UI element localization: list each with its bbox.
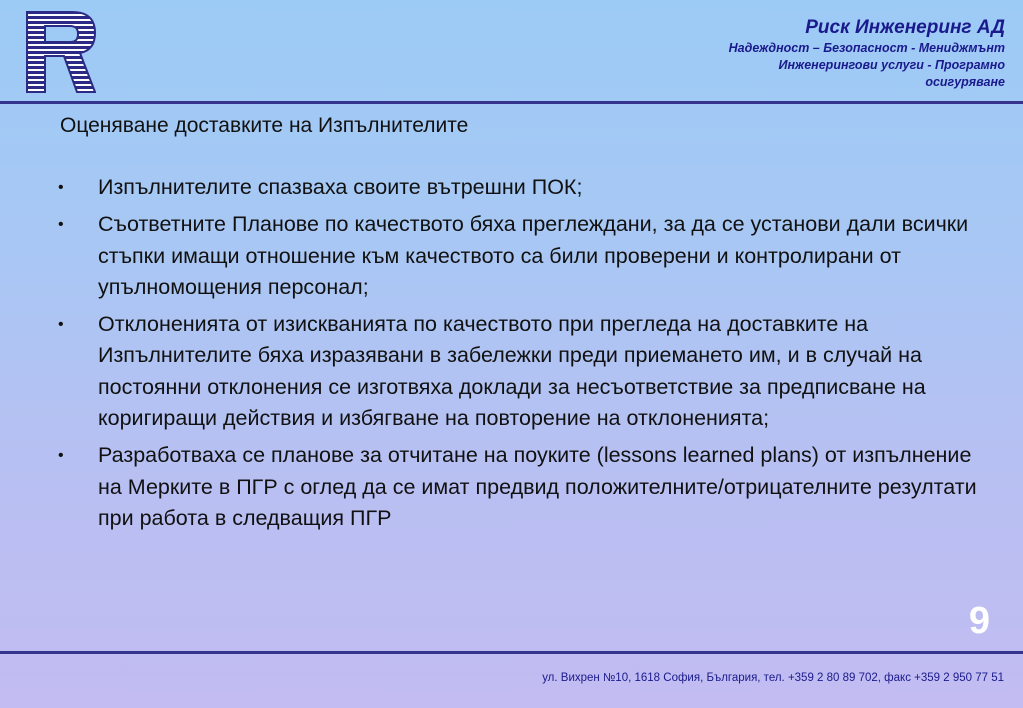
bullet-text: Съответните Планове по качеството бяха преглеждани, за да се установи дали всички стъпки имащи отношение към качеството са били проверени и контролирани от упълномощения персонал;: [98, 212, 969, 299]
bullet-text: Изпълнителите спазваха своите вътрешни ПОК;: [98, 175, 583, 199]
company-header: [729, 16, 1005, 91]
footer-divider: [0, 651, 1023, 654]
company-tagline-line-1: Надеждност – Безопасност - Мениджмънт: [728, 41, 1005, 55]
bullet-list: [58, 172, 978, 540]
slide-title: Оценяване доставките на Изпълнителите: [60, 114, 469, 137]
company-name: Риск Инженеринг АД: [805, 17, 1005, 38]
bullet-dot-icon: •: [58, 216, 64, 234]
bullet-dot-icon: •: [58, 179, 64, 196]
bullet-item: [58, 309, 978, 434]
risk-engineering-logo-icon: [26, 11, 96, 93]
page-number: 9: [968, 600, 990, 642]
footer-address: ул. Вихрен №10, 1618 София, България, тел. +359 2 80 89 702, факс +359 2 950 77 51: [542, 672, 1004, 684]
header-divider: [0, 101, 1023, 104]
bullet-item: [58, 209, 978, 303]
company-tagline-line-3: осигуряване: [925, 75, 1005, 89]
bullet-dot-icon: •: [58, 316, 64, 334]
company-tagline-line-2: Инженерингови услуги - Програмно: [778, 58, 1005, 72]
bullet-dot-icon: •: [58, 447, 64, 465]
bullet-item: [58, 440, 978, 534]
bullet-text: Отклоненията от изискванията по качеството при прегледа на доставките на Изпълнителите бяха изразявани в забележки преди приемането им, и в случай на постоянни отклонения се изготвяха доклади за несъответствие за предписване на коригиращи действия и избягване на повторение на отклоненията;: [98, 312, 926, 431]
bullet-item: [58, 172, 978, 203]
bullet-text: Разработваха се планове за отчитане на поуките (lessons learned plans) от изпълнение на Мерките в ПГР с оглед да се имат предвид положителните/отрицателните резултати при работа в следващия ПГР: [98, 443, 977, 530]
